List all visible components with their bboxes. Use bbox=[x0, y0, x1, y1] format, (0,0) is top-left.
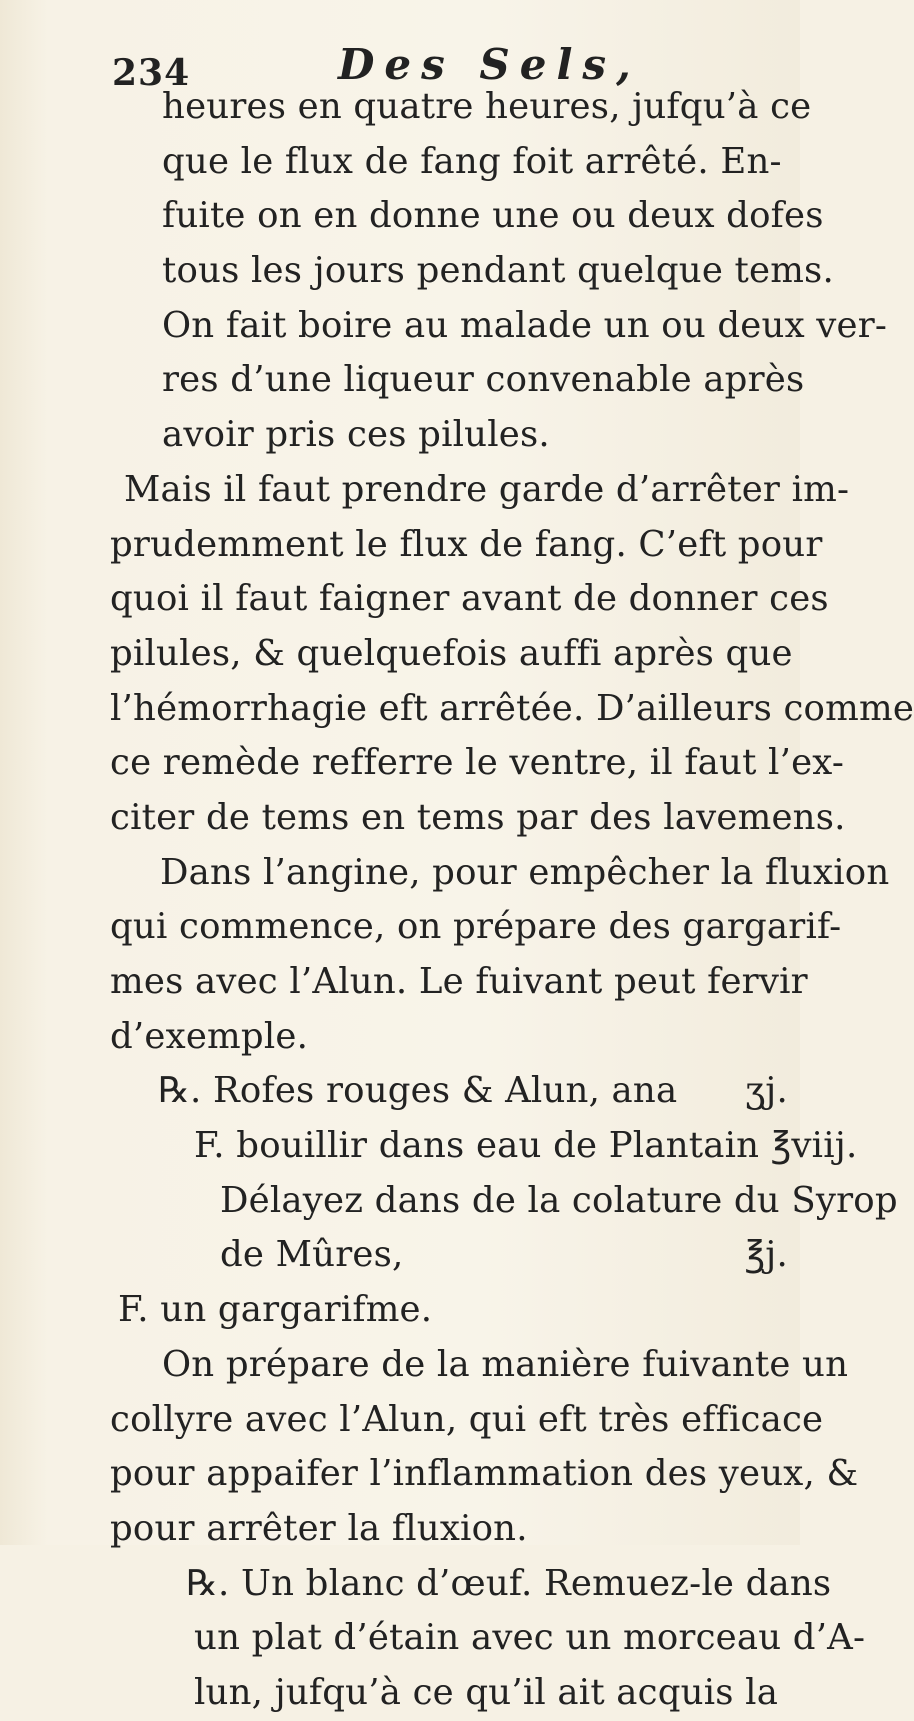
text-line: On fait boire au malade un ou deux ver- bbox=[162, 304, 888, 346]
recipe-line: lun, jufqu’à ce qu’il ait acquis la bbox=[194, 1671, 779, 1713]
recipe-dose: ℥j. bbox=[744, 1234, 788, 1276]
recipe-line: ℞. Un blanc d’œuf. Remuez-le dans bbox=[186, 1562, 832, 1604]
text-line: tous les jours pendant quelque tems. bbox=[162, 250, 834, 292]
text-line: pour appaifer l’inflammation des yeux, & bbox=[110, 1453, 859, 1495]
recipe-line bbox=[110, 1064, 790, 1119]
text-line: ce remède refferre le ventre, il faut l’ex- bbox=[110, 742, 845, 784]
text-line: pilules, & quelquefois auffi après que bbox=[110, 632, 793, 674]
text-line: Mais il faut prendre garde d’arrêter im- bbox=[124, 468, 850, 510]
text-line: l’hémorrhagie eft arrêtée. D’ailleurs comme bbox=[110, 687, 914, 729]
text-line: que le flux de fang foit arrêté. En- bbox=[162, 140, 782, 182]
recipe-line: F. un gargarifme. bbox=[118, 1289, 433, 1331]
text-line: avoir pris ces pilules. bbox=[162, 414, 550, 456]
recipe-ingredient: ℞. Rofes rouges & Alun, ana bbox=[158, 1070, 678, 1112]
page-number: 234 bbox=[112, 52, 191, 94]
recipe-line: F. bouillir dans eau de Plantain ℥viij. bbox=[194, 1125, 858, 1167]
text-line: quoi il faut faigner avant de donner ces bbox=[110, 578, 829, 620]
body-text bbox=[110, 80, 914, 1721]
text-line: prudemment le flux de fang. C’eft pour bbox=[110, 523, 823, 565]
recipe-line: un plat d’étain avec un morceau d’A- bbox=[194, 1617, 866, 1659]
text-line: collyre avec l’Alun, qui eft très efficace bbox=[110, 1398, 824, 1440]
text-line: fuite on en donne une ou deux dofes bbox=[162, 195, 824, 237]
recipe-line bbox=[110, 1228, 790, 1283]
text-line: mes avec l’Alun. Le fuivant peut fervir bbox=[110, 961, 808, 1002]
running-title: Des Sels, bbox=[338, 40, 641, 89]
text-line: heures en quatre heures, jufqu’à ce bbox=[162, 86, 812, 127]
text-line: Dans l’angine, pour empêcher la fluxion bbox=[160, 851, 890, 893]
text-line: d’exemple. bbox=[110, 1015, 309, 1057]
recipe-line: Délayez dans de la colature du Syrop bbox=[220, 1179, 898, 1221]
text-line: res d’une liqueur convenable après bbox=[162, 359, 805, 401]
text-line: citer de tems en tems par des lavemens. bbox=[110, 796, 846, 838]
text-line: pour arrêter la fluxion. bbox=[110, 1507, 528, 1549]
text-line: On prépare de la manière fuivante un bbox=[162, 1343, 849, 1385]
recipe-dose: ʒj. bbox=[745, 1070, 788, 1112]
text-line: qui commence, on prépare des gargarif- bbox=[110, 906, 842, 948]
recipe-ingredient: de Mûres, bbox=[220, 1234, 404, 1276]
